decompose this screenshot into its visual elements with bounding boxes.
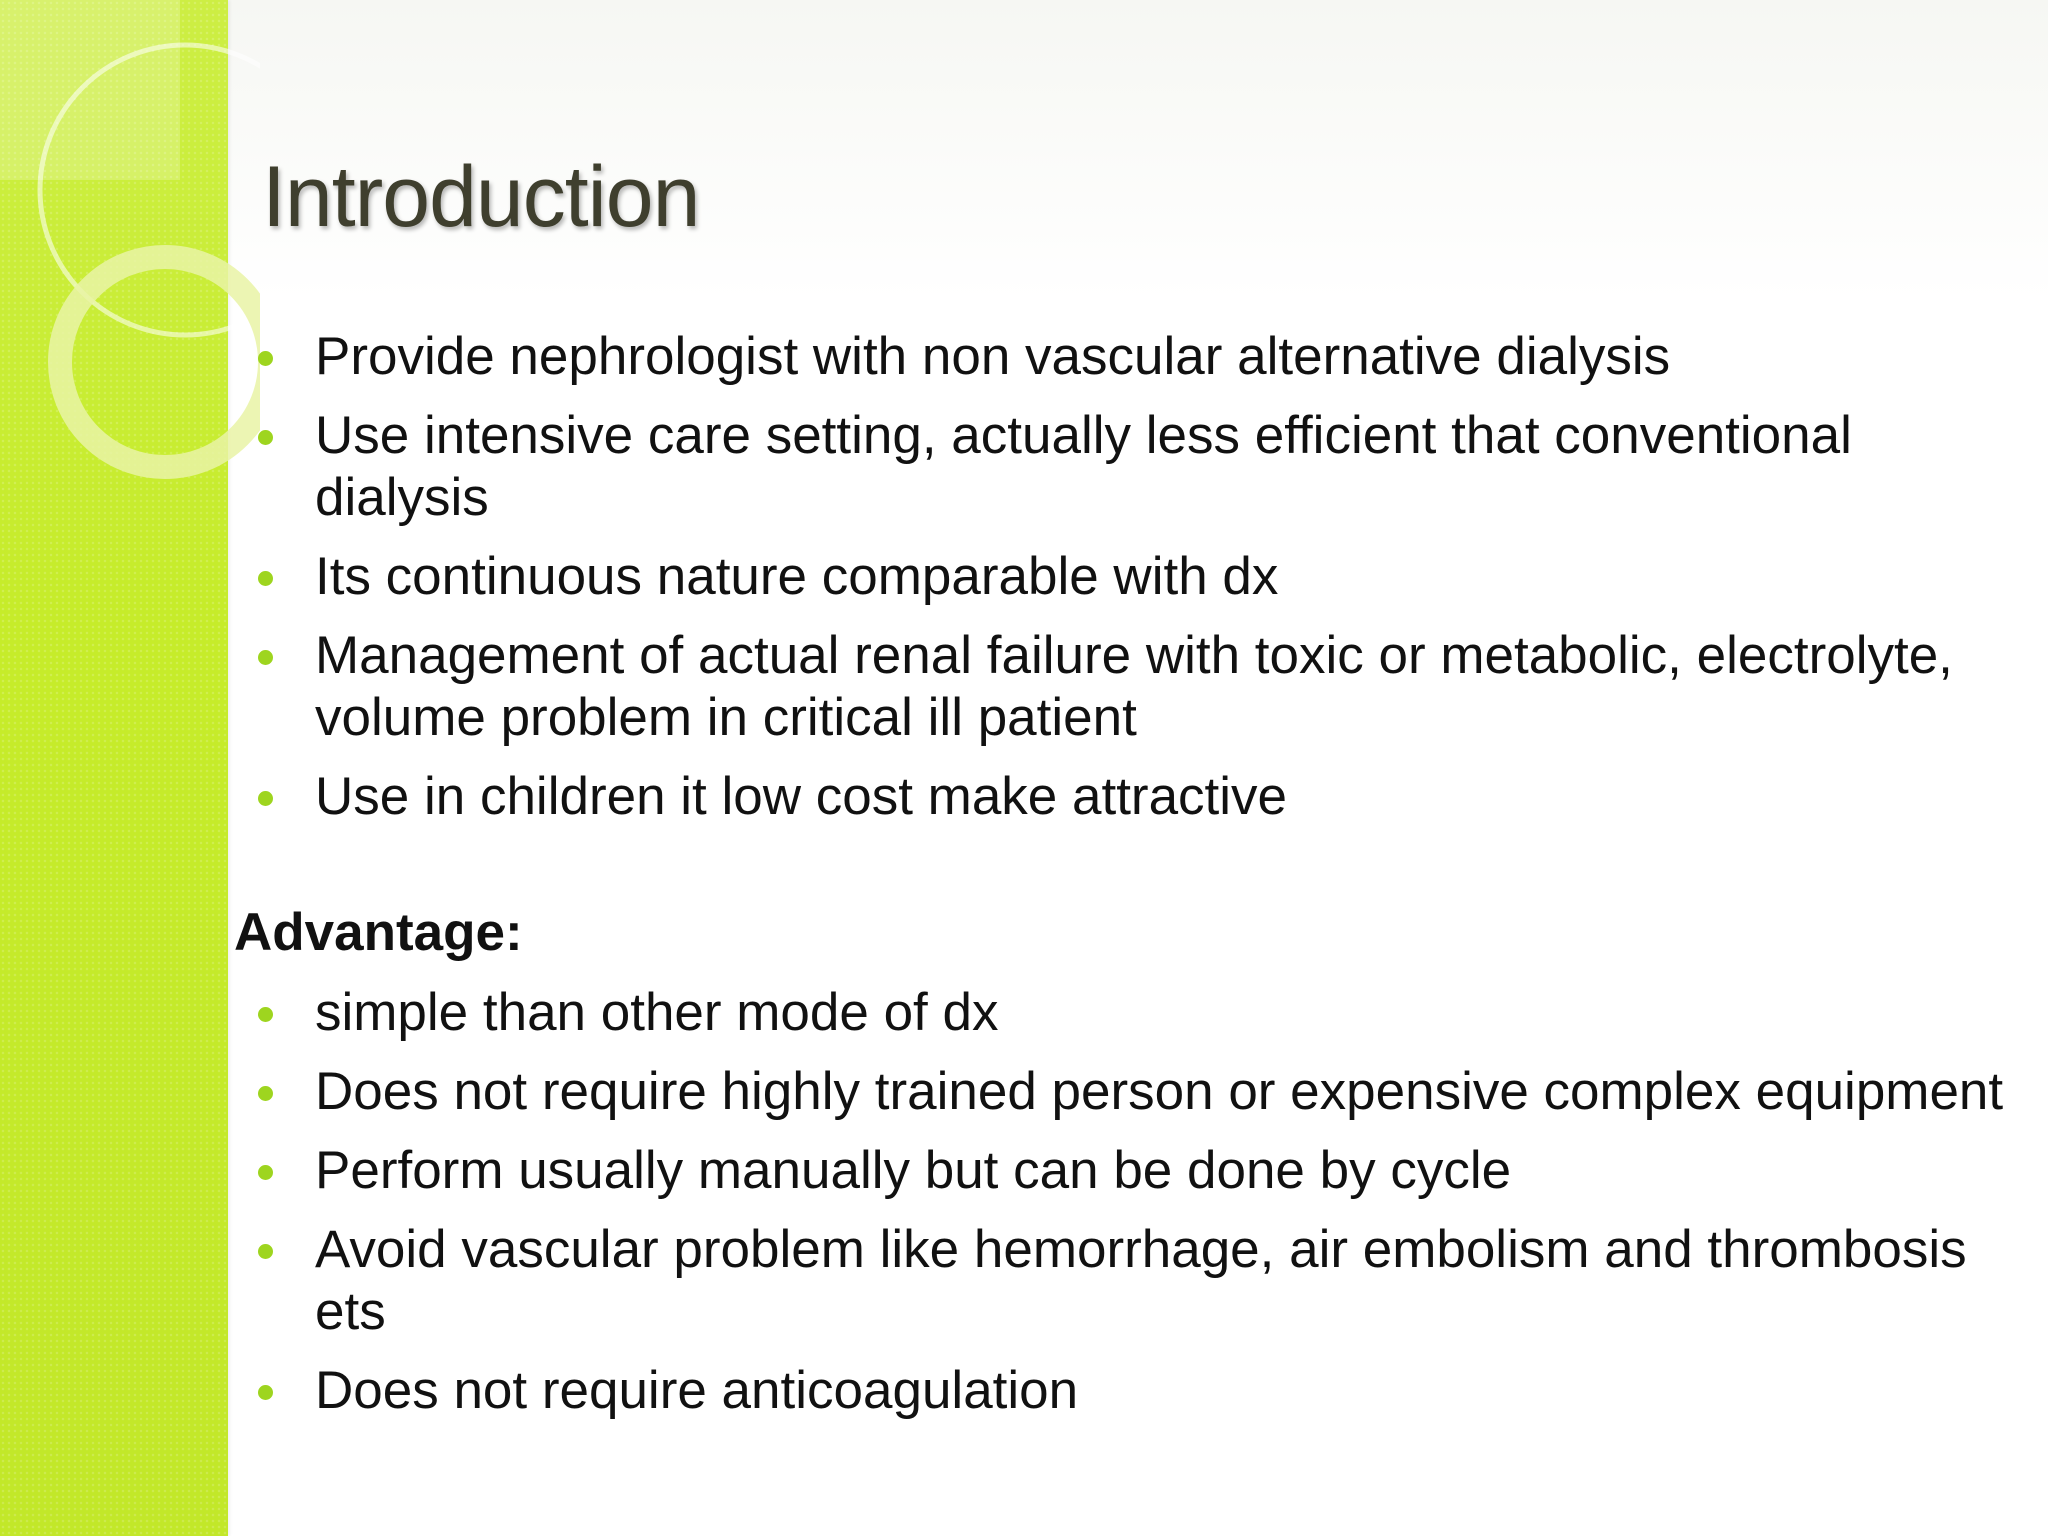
advantage-bullet-list [234, 982, 2014, 1422]
bullet-dot-icon [258, 430, 273, 445]
bullet-item [234, 982, 2014, 1044]
bullet-text: Management of actual renal failure with toxic or metabolic, electrolyte, volume problem in critical ill patient [315, 626, 1953, 747]
bullet-dot-icon [258, 1165, 273, 1180]
bullet-item [234, 405, 2014, 529]
bullet-text: Avoid vascular problem like hemorrhage, air embolism and thrombosis ets [315, 1220, 1967, 1341]
bullet-item [234, 1360, 2014, 1422]
slide-title: Introduction [262, 149, 700, 245]
band-shading [0, 0, 228, 1536]
bullet-text: Perform usually manually but can be done by cycle [315, 1141, 1512, 1200]
bullet-item [234, 326, 2014, 388]
bullet-item [234, 546, 2014, 608]
bullet-text: Provide nephrologist with non vascular alternative dialysis [315, 327, 1671, 386]
bullet-text: Does not require anticoagulation [315, 1361, 1079, 1420]
bullet-dot-icon [258, 650, 273, 665]
bullet-text: Does not require highly trained person or expensive complex equipment [315, 1062, 2004, 1121]
bullet-text: Use intensive care setting, actually less efficient that conventional dialysis [315, 406, 1852, 527]
bullet-dot-icon [258, 1086, 273, 1101]
advantage-heading: Advantage: [234, 903, 523, 962]
bullet-item [234, 766, 2014, 828]
bullet-dot-icon [258, 1007, 273, 1022]
bullet-dot-icon [258, 1385, 273, 1400]
bullet-item [234, 625, 2014, 749]
bullet-dot-icon [258, 791, 273, 806]
bullet-text: simple than other mode of dx [315, 983, 999, 1042]
bullet-text: Use in children it low cost make attractive [315, 767, 1288, 826]
bullet-item [234, 1061, 2014, 1123]
bullet-dot-icon [258, 1244, 273, 1259]
bullet-item [234, 1140, 2014, 1202]
bullet-dot-icon [258, 571, 273, 586]
bullet-dot-icon [258, 351, 273, 366]
bullet-text: Its continuous nature comparable with dx [315, 547, 1279, 606]
intro-bullet-list [234, 326, 2014, 828]
bullet-item [234, 1219, 2014, 1343]
slide-content [234, 326, 2014, 1439]
